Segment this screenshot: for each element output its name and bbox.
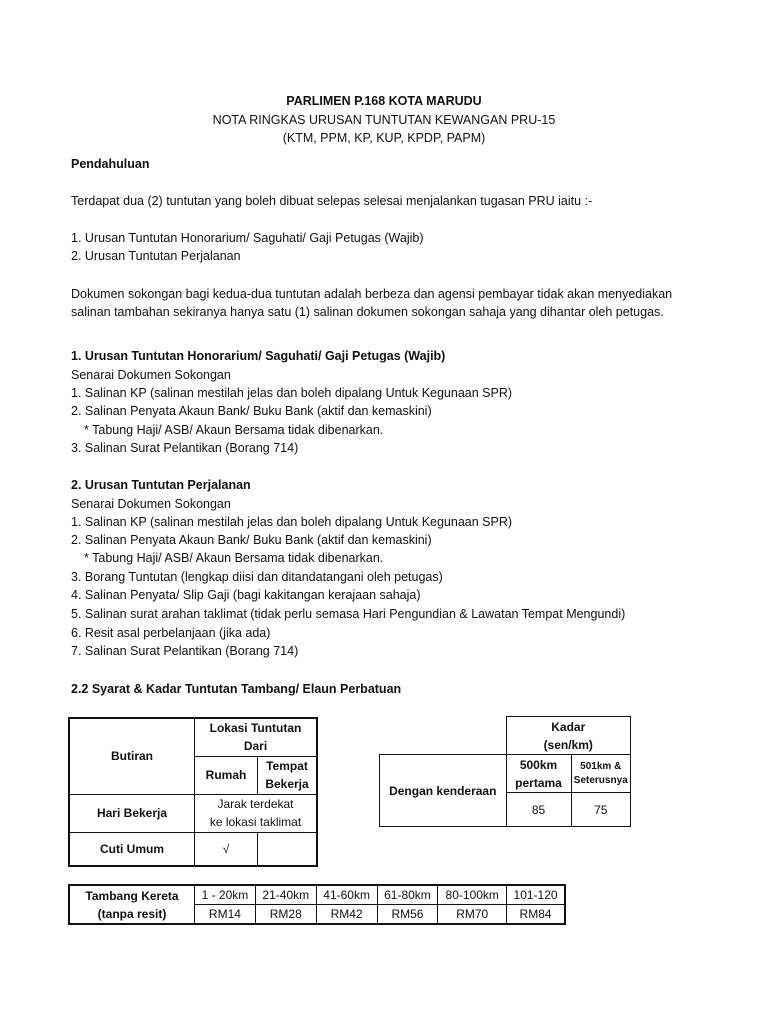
fare-range: 1 - 20km (195, 885, 256, 905)
above-501km-header (571, 755, 631, 793)
section2-item: 2. Salinan Penyata Akaun Bank/ Buku Bank (aktif dan kemaskini) (71, 533, 432, 547)
fare-range: 41-60km (316, 885, 377, 905)
section2-note: * Tabung Haji/ ASB/ Akaun Bersama tidak dibenarkan. (84, 551, 384, 565)
jarak-line: Jarak terdekat (217, 797, 294, 811)
pertama-line: pertama (515, 775, 562, 790)
intro-paragraph-2: Dokumen sokongan bagi kedua-dua tuntutan adalah berbeza dan agensi pembayar tidak akan menyediakan (71, 287, 673, 301)
rate-table (379, 716, 631, 827)
dengan-kenderaan-label: Dengan kenderaan (380, 755, 507, 827)
intro-paragraph: Terdapat dua (2) tuntutan yang boleh dibuat selepas selesai menjalankan tugasan PRU iaitu :- (71, 194, 593, 208)
fare-amount: RM70 (438, 905, 507, 925)
empty-cell (258, 832, 318, 866)
tambang-kereta-label (69, 885, 195, 924)
intro-list-item: 2. Urusan Tuntutan Perjalanan (71, 249, 241, 263)
section2-heading: 2. Urusan Tuntutan Perjalanan (71, 478, 251, 492)
intro-list-item: 1. Urusan Tuntutan Honorarium/ Saguhati/ Gaji Petugas (Wajib) (71, 231, 424, 245)
lokasi-taklimat-line: ke lokasi taklimat (209, 815, 302, 829)
fare-amount: RM28 (255, 905, 316, 925)
section1-item: 3. Salinan Surat Pelantikan (Borang 714) (71, 441, 299, 455)
doc-subtitle: NOTA RINGKAS URUSAN TUNTUTAN KEWANGAN PRU-15 (212, 113, 556, 127)
lokasi-header: Lokasi Tuntutan Dari (195, 718, 318, 756)
section1-item: 1. Salinan KP (salinan mestilah jelas dan boleh dipalang Untuk Kegunaan SPR) (71, 386, 513, 400)
section2-item: 4. Salinan Penyata/ Slip Gaji (bagi kakitangan kerajaan sahaja) (71, 588, 421, 602)
fare-amount: RM56 (377, 905, 438, 925)
km501-line: 501km & (580, 760, 622, 772)
section2-item: 7. Salinan Surat Pelantikan (Borang 714) (71, 644, 299, 658)
fare-amount: RM42 (316, 905, 377, 925)
section2-item: 6. Resit asal perbelanjaan (jika ada) (71, 626, 271, 640)
section1-heading: 1. Urusan Tuntutan Honorarium/ Saguhati/ Gaji Petugas (Wajib) (71, 349, 446, 363)
section1-item: 2. Salinan Penyata Akaun Bank/ Buku Bank (aktif dan kemaskini) (71, 404, 432, 418)
tambang-line: Tambang Kereta (85, 888, 179, 903)
doc-title: PARLIMEN P.168 KOTA MARUDU (286, 94, 482, 108)
kadar-line: Kadar (551, 719, 586, 734)
doc-agencies: (KTM, PPM, KP, KUP, KPDP, PAPM) (282, 131, 486, 145)
hari-bekerja-label: Hari Bekerja (69, 794, 195, 832)
intro-heading: Pendahuluan (71, 157, 150, 171)
section22-heading: 2.2 Syarat & Kadar Tuntutan Tambang/ Elaun Perbatuan (71, 682, 402, 696)
rate-501km-value: 75 (571, 793, 631, 827)
bekerja-line: Bekerja (265, 777, 309, 791)
butiran-header: Butiran (69, 718, 195, 794)
section1-note: * Tabung Haji/ ASB/ Akaun Bersama tidak dibenarkan. (84, 423, 384, 437)
fare-table (68, 884, 566, 925)
jarak-terdekat-cell (195, 794, 318, 832)
sen-km-line: (sen/km) (543, 737, 593, 752)
empty-corner (380, 717, 507, 755)
rate-500km-value: 85 (506, 793, 571, 827)
km500-line: 500km (519, 757, 558, 772)
rumah-header: Rumah (195, 756, 258, 794)
fare-range: 80-100km (438, 885, 507, 905)
fare-amount: RM14 (195, 905, 256, 925)
seterusnya-line: Seterusnya (573, 774, 628, 786)
tempat-bekerja-header (258, 756, 318, 794)
tanpa-resit-line: (tanpa resit) (97, 906, 167, 921)
tempat-line: Tempat (266, 759, 308, 773)
cuti-umum-label: Cuti Umum (69, 832, 195, 866)
section2-item: 5. Salinan surat arahan taklimat (tidak perlu semasa Hari Pengundian & Lawatan Tempat Mengundi) (71, 607, 626, 621)
fare-range: 101-120 (507, 885, 565, 905)
fare-range: 61-80km (377, 885, 438, 905)
location-table (68, 717, 318, 867)
first-500km-header (506, 755, 571, 793)
fare-range: 21-40km (255, 885, 316, 905)
fare-amount: RM84 (507, 905, 565, 925)
kadar-header (506, 717, 631, 755)
intro-paragraph-2-cont: salinan tambahan sekiranya hanya satu (1) salinan dokumen sokongan sahaja yang dihantar oleh petugas. (71, 305, 664, 319)
section2-subheading: Senarai Dokumen Sokongan (71, 497, 231, 511)
section2-item: 3. Borang Tuntutan (lengkap diisi dan ditandatangani oleh petugas) (71, 570, 443, 584)
check-mark: √ (195, 832, 258, 866)
section1-subheading: Senarai Dokumen Sokongan (71, 368, 231, 382)
section2-item: 1. Salinan KP (salinan mestilah jelas dan boleh dipalang Untuk Kegunaan SPR) (71, 515, 513, 529)
